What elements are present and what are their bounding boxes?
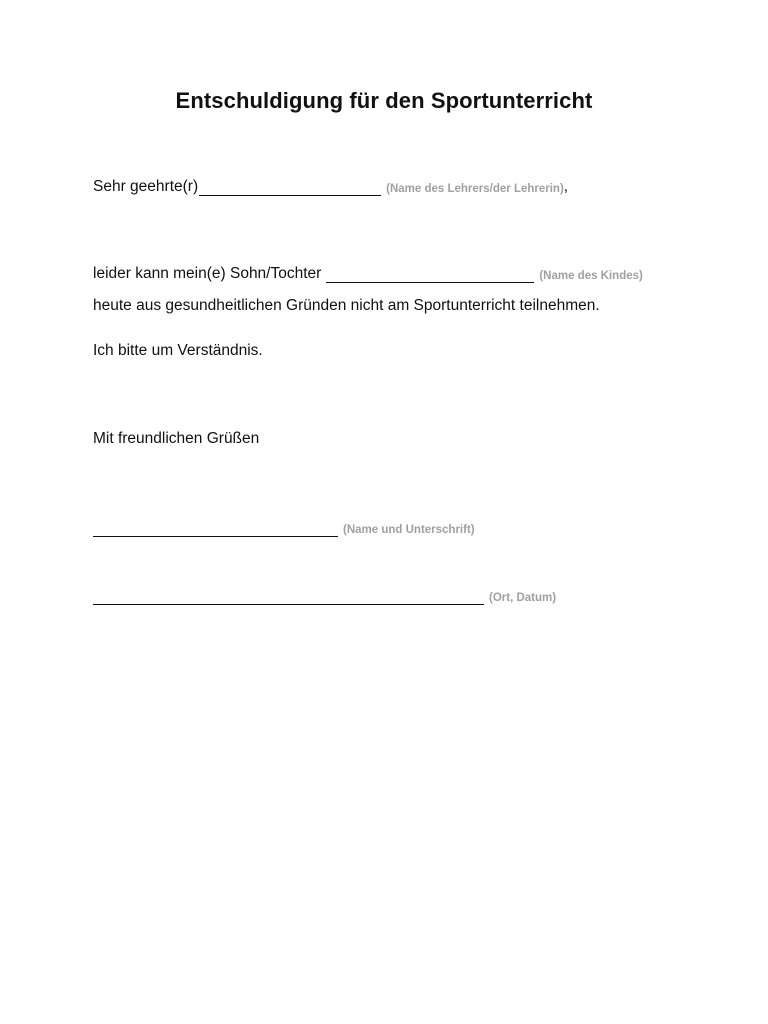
child-name-hint: (Name des Kindes) [539, 270, 643, 282]
salutation-line [93, 178, 568, 196]
reason-text: heute aus gesundheitlichen Gründen nicht am Sportunterricht teilnehmen. [93, 297, 600, 314]
child-line [93, 265, 643, 283]
signature-blank[interactable] [93, 520, 338, 537]
signature-line [93, 520, 475, 537]
document-title: Entschuldigung für den Sportunterricht [175, 88, 593, 113]
place-date-line [93, 588, 556, 605]
signature-hint: (Name und Unterschrift) [343, 524, 475, 536]
request-text: Ich bitte um Verständnis. [93, 342, 263, 359]
salutation-comma: , [563, 178, 569, 195]
salutation-text: Sehr geehrte(r) [93, 178, 199, 195]
request-line [93, 342, 263, 360]
place-date-blank[interactable] [93, 588, 484, 605]
closing-text: Mit freundlichen Grüßen [93, 430, 260, 447]
teacher-name-blank[interactable] [199, 179, 381, 196]
closing-line [93, 430, 259, 448]
child-line-text: leider kann mein(e) Sohn/Tochter [93, 265, 322, 282]
teacher-name-hint: (Name des Lehrers/der Lehrerin) [386, 183, 564, 195]
child-name-blank[interactable] [326, 266, 534, 283]
place-date-hint: (Ort, Datum) [489, 592, 557, 604]
reason-line [93, 297, 600, 315]
